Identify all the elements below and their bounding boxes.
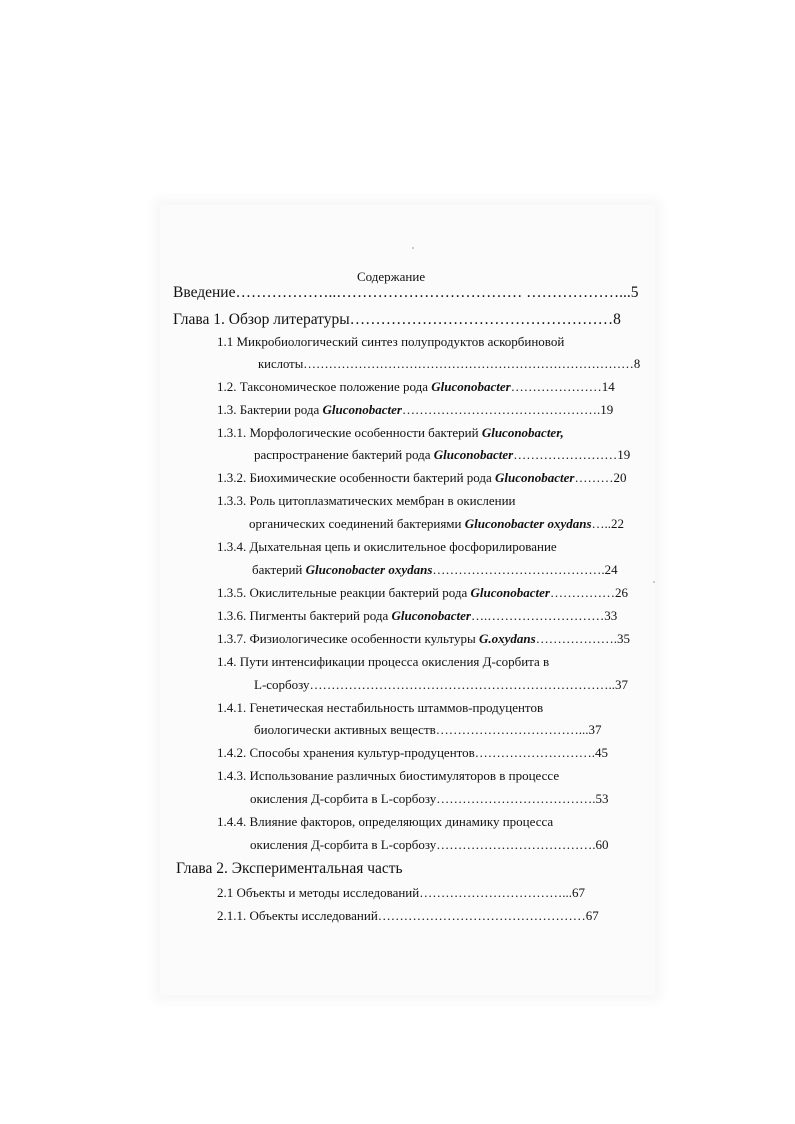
toc-entry-1-3-6: 1.3.6. Пигменты бактерий рода Gluconobacter….………………………33 xyxy=(217,608,618,623)
toc-entry-chapter-1: Глава 1. Обзор литературы……………………………………………8 xyxy=(173,311,621,328)
toc-entry-1-3-3: 1.3.3. Роль цитоплазматических мембран в окислении xyxy=(217,493,516,508)
toc-title: Содержание xyxy=(357,269,426,284)
toc-entry-1-4-1: 1.4.1. Генетическая нестабильность штаммов-продуцентов xyxy=(217,700,544,715)
toc-entry-2-1-1: 2.1.1. Объекты исследований…………………………………………67 xyxy=(217,908,599,923)
toc-entry-1-4-4: 1.4.4. Влияние факторов, определяющих динамику процесса xyxy=(217,814,554,829)
toc-entry-1-2: 1.2. Таксономическое положение рода Gluconobacter…………………14 xyxy=(217,379,615,394)
toc-entry-1-3-4: 1.3.4. Дыхательная цепь и окислительное фосфорилирование xyxy=(217,539,557,554)
toc-entry-1-3-4-cont: бактерий Gluconobacter oxydans………………………………….24 xyxy=(252,562,618,577)
toc-entry-1-4-3-cont: окисления Д-сорбита в L-сорбозу……………………………….53 xyxy=(250,791,609,806)
toc-entry-1-4-2: 1.4.2. Способы хранения культур-продуцентов……………………….45 xyxy=(217,745,609,760)
toc-entry-1-3: 1.3. Бактерии рода Gluconobacter……………………………………….19 xyxy=(217,402,614,417)
toc-entry-1-3-1: 1.3.1. Морфологические особенности бактерий Gluconobacter, xyxy=(217,425,564,440)
toc-entry-introduction: Введение………………..……………………………… ………………...5 xyxy=(173,284,639,301)
toc-entry-1-4: 1.4. Пути интенсификации процесса окисления Д-сорбита в xyxy=(217,654,550,669)
toc-entry-1-1-cont: кислоты……………………………………………………………………8 xyxy=(258,356,641,371)
toc-entry-1-1: 1.1 Микробиологический синтез полупродуктов аскорбиновой xyxy=(217,334,565,349)
toc-entry-2-1: 2.1 Объекты и методы исследований……………………………...67 xyxy=(217,885,585,900)
toc-entry-1-4-cont: L-сорбозу……………………………………………………………..37 xyxy=(254,677,629,692)
toc-entry-1-3-3-cont: органических соединений бактериями Gluconobacter oxydans…..22 xyxy=(249,516,624,531)
toc-entry-1-3-2: 1.3.2. Биохимические особенности бактерий рода Gluconobacter………20 xyxy=(217,470,627,485)
scan-speck xyxy=(653,581,655,583)
toc-entry-chapter-2: Глава 2. Экспериментальная часть xyxy=(176,860,403,877)
toc-entry-1-3-1-cont: распространение бактерий рода Gluconobacter……………………19 xyxy=(254,447,631,462)
toc-entry-1-4-1-cont: биологически активных веществ……………………………...37 xyxy=(254,722,602,737)
toc-entry-1-4-3: 1.4.3. Использование различных биостимуляторов в процессе xyxy=(217,768,560,783)
toc-entry-1-3-5: 1.3.5. Окислительные реакции бактерий рода Gluconobacter……………26 xyxy=(217,585,628,600)
toc-entry-1-4-4-cont: окисления Д-сорбита в L-сорбозу……………………………….60 xyxy=(250,837,609,852)
toc-entry-1-3-7: 1.3.7. Физиологичесике особенности культуры G.oxydans……………….35 xyxy=(217,631,630,646)
scan-speck xyxy=(412,247,414,249)
